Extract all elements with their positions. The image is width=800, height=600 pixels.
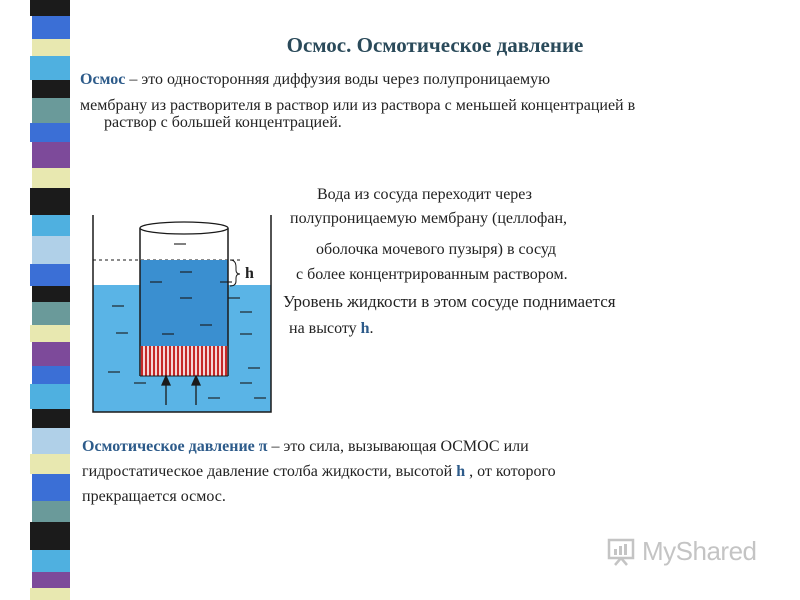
pressure-line-3: прекращается осмос. <box>82 488 226 505</box>
chart-board-icon <box>606 537 636 567</box>
description-line-1: Вода из сосуда переходит через <box>317 186 532 203</box>
height-symbol: h <box>360 320 370 337</box>
diagram-height-label: h <box>245 265 254 282</box>
watermark-text: MyShared <box>642 536 757 566</box>
pressure-line-2 <box>82 462 556 482</box>
pressure-text: – это сила, вызывающая ОСМОС или <box>267 438 529 455</box>
definition-text: – это односторонняя диффузия воды через полупроницаемую <box>125 71 551 88</box>
term-osmotic-pressure: Осмотическое давление π <box>82 438 268 455</box>
description-line-3: оболочка мочевого пузыря) в сосуд <box>316 241 557 258</box>
pressure-line-1 <box>82 437 529 457</box>
pressure-line-2-end: , от которого <box>465 463 556 480</box>
membrane <box>140 346 228 376</box>
description-line-4: с более концентрированным раствором. <box>296 266 568 283</box>
pressure-line-2-text: гидростатическое давление столба жидкости, высотой <box>82 463 457 480</box>
definition-line-1 <box>80 70 550 90</box>
description-line-6-text: на высоту <box>289 320 361 337</box>
description-line-6-end: . <box>369 320 374 337</box>
term-osmos: Осмос <box>80 71 126 88</box>
inner-tube-solution <box>140 260 228 346</box>
description-line-5: Уровень жидкости в этом сосуде поднимается <box>283 292 616 311</box>
pressure-height-symbol: h <box>456 463 466 480</box>
watermark-logo <box>606 536 757 567</box>
description-line-2: полупроницаемую мембрану (целлофан, <box>290 210 568 227</box>
page-title: Осмос. Осмотическое давление <box>286 33 584 57</box>
description-line-6 <box>289 319 374 339</box>
definition-line-2: мембрану из растворителя в раствор или из раствора с меньшей концентрацией в <box>80 97 636 114</box>
decorative-stripe <box>0 0 80 600</box>
inner-tube-rim <box>140 222 228 234</box>
osmosis-diagram <box>90 210 280 415</box>
definition-line-3: раствор с большей концентрацией. <box>104 114 342 131</box>
